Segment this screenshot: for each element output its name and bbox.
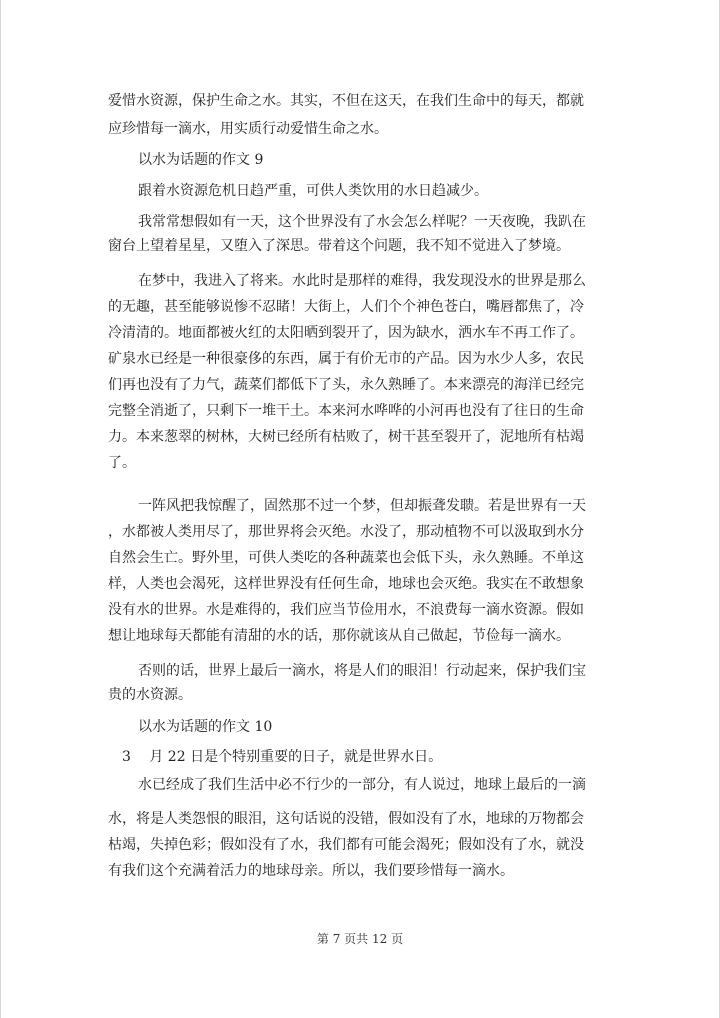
text-line: 爱惜水资源，保护生命之水。其实，不但在这天，在我们生命中的每天，都就 (108, 93, 584, 109)
text-line: ，水都被人类用尽了，那世界将会灭绝。水没了，那动植物不可以汲取到水分 (108, 524, 584, 540)
text-line: 窗台上望着星星，又堕入了深思。带着这个问题，我不知不觉进入了梦境。 (108, 238, 570, 254)
text-line: 没有水的世界。水是难得的，我们应当节俭用水，不浪费每一滴水资源。假如 (108, 602, 584, 618)
text-line: 冷清清的。地面都被火红的太阳晒到裂开了，因为缺水，洒水车不再工作了。 (108, 325, 584, 341)
text-line: 力。本来葱翠的树林，大树已经所有枯败了，树干甚至裂开了，泥地所有枯竭 (108, 429, 584, 445)
text-line: 样，人类也会渴死，这样世界没有任何生命，地球也会灭绝。我实在不敢想象 (108, 576, 584, 592)
text-line: 贵的水资源。 (108, 687, 192, 703)
page-edge-left (0, 0, 1, 1018)
text-line: 我常常想假如有一天，这个世界没有了水会怎么样呢？一天夜晚，我趴在 (138, 214, 586, 230)
text-line: 想让地球每天都能有清甜的水的话，那你就该从自己做起，节俭每一滴水。 (108, 628, 570, 644)
text-line: 否则的话，世界上最后一滴水，将是人们的眼泪！行动起来，保护我们宝 (138, 663, 586, 679)
text-line: 水，将是人类怨恨的眼泪，这句话说的没错，假如没有了水，地球的万物都会 (108, 811, 584, 827)
text-line: 水已经成了我们生活中必不行少的一部分，有人说过，地球上最后的一滴 (138, 777, 586, 793)
page-number-footer: 第 7 页共 12 页 (316, 932, 404, 946)
section-heading-9: 以水为话题的作文 9 (138, 152, 264, 168)
text-line: 有我们这个充满着活力的地球母亲。所以，我们要珍惜每一滴水。 (108, 863, 514, 879)
text-line: 枯竭，失掉色彩；假如没有了水，我们都有可能会渴死；假如没有了水，就没 (108, 837, 584, 853)
text-line: 一阵风把我惊醒了，固然那不过一个梦，但却振聋发聩。若是世界有一天 (138, 498, 586, 514)
text-line: 矿泉水已经是一种很豪侈的东西，属于有价无市的产品。因为水少人多，农民 (108, 351, 584, 367)
text-line: 在梦中，我进入了将来。水此时是那样的难得，我发现没水的世界是那么 (138, 273, 586, 289)
text-line: 的无趣，甚至能够说惨不忍睹！大街上，人们个个神色苍白，嘴唇都焦了，冷 (108, 299, 584, 315)
text-line: 应珍惜每一滴水，用实质行动爱惜生命之水。 (108, 121, 388, 137)
text-line: 3 月 22 日是个特别重要的日子，就是世界水日。 (122, 749, 443, 765)
section-heading-10: 以水为话题的作文 10 (138, 719, 273, 735)
text-line: 完整全消逝了，只剩下一堆干土。本来河水哗哗的小河再也没有了往日的生命 (108, 403, 584, 419)
text-line: 了。 (108, 455, 136, 471)
text-line: 们再也没有了力气，蔬菜们都低下了头，永久熟睡了。本来漂亮的海洋已经完 (108, 377, 584, 393)
text-line: 自然会生亡。野外里，可供人类吃的各种蔬菜也会低下头，永久熟睡。不单这 (108, 550, 584, 566)
text-line: 跟着水资源危机日趋严重，可供人类饮用的水日趋减少。 (138, 183, 488, 199)
